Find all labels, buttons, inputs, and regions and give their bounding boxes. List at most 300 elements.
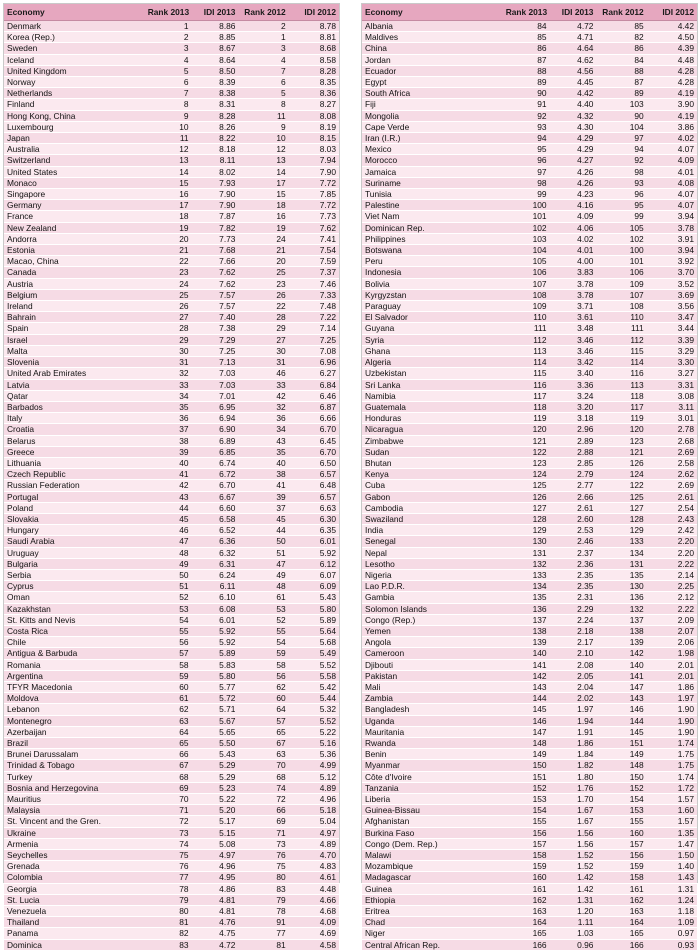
- idi-2012-cell: 7.62: [289, 222, 339, 233]
- rank-2013-cell: 40: [145, 457, 192, 468]
- table-row: [362, 233, 697, 244]
- rank-2012-cell: 86: [596, 43, 646, 54]
- economy-cell: Estonia: [4, 245, 145, 256]
- idi-2012-cell: 1.74: [647, 771, 697, 782]
- economy-cell: Eritrea: [362, 906, 503, 917]
- rank-2013-cell: 14: [145, 166, 192, 177]
- table-row: [362, 88, 697, 99]
- rank-2013-cell: 63: [145, 715, 192, 726]
- idi-2012-cell: 2.54: [647, 502, 697, 513]
- idi-2012-cell: 6.63: [289, 502, 339, 513]
- table-row: [362, 771, 697, 782]
- economy-cell: Lao P.D.R.: [362, 581, 503, 592]
- idi-2012-cell: 4.28: [647, 77, 697, 88]
- rank-2013-cell: 38: [145, 435, 192, 446]
- rank-2013-cell: 138: [503, 625, 550, 636]
- idi-2013-cell: 2.96: [550, 424, 597, 435]
- table-row: [362, 614, 697, 625]
- idi-2013-cell: 2.77: [550, 480, 597, 491]
- economy-cell: Iran (I.R.): [362, 133, 503, 144]
- rank-2012-cell: 3: [238, 43, 288, 54]
- rank-2013-cell: 117: [503, 390, 550, 401]
- idi-2013-cell: 6.72: [192, 469, 239, 480]
- economy-cell: United Arab Emirates: [4, 368, 145, 379]
- rank-2013-cell: 69: [145, 782, 192, 793]
- economy-cell: Egypt: [362, 77, 503, 88]
- idi-2013-cell: 1.70: [550, 794, 597, 805]
- rank-2013-cell: 150: [503, 760, 550, 771]
- table-row: [4, 446, 339, 457]
- rank-2012-cell: 78: [238, 906, 288, 917]
- rank-2012-cell: 29: [238, 323, 288, 334]
- economy-cell: Suriname: [362, 177, 503, 188]
- table-row: [4, 222, 339, 233]
- rank-2013-cell: 102: [503, 222, 550, 233]
- idi-2012-cell: 6.45: [289, 435, 339, 446]
- rank-2012-cell: 69: [238, 816, 288, 827]
- idi-2012-cell: 1.40: [647, 861, 697, 872]
- economy-cell: Yemen: [362, 625, 503, 636]
- table-row: [362, 704, 697, 715]
- idi-2013-cell: 2.10: [550, 648, 597, 659]
- idi-2013-cell: 7.90: [192, 200, 239, 211]
- rank-2012-cell: 39: [238, 491, 288, 502]
- table-row: [362, 99, 697, 110]
- economy-cell: Lebanon: [4, 704, 145, 715]
- idi-2012-cell: 2.69: [647, 480, 697, 491]
- rank-2012-cell: 58: [238, 659, 288, 670]
- rank-2012-cell: 77: [238, 928, 288, 939]
- economy-cell: Paraguay: [362, 301, 503, 312]
- rank-2012-cell: 159: [596, 861, 646, 872]
- rank-2012-cell: 120: [596, 424, 646, 435]
- idi-2013-cell: 6.01: [192, 614, 239, 625]
- table-row: [4, 547, 339, 558]
- idi-2012-cell: 6.30: [289, 513, 339, 524]
- economy-cell: Mauritania: [362, 726, 503, 737]
- rank-2012-cell: 127: [596, 502, 646, 513]
- table-row: [362, 659, 697, 670]
- idi-2013-cell: 4.86: [192, 883, 239, 894]
- idi-2012-cell: 0.93: [647, 939, 697, 950]
- idi-2013-cell: 2.89: [550, 435, 597, 446]
- rank-2012-cell: 7: [238, 65, 288, 76]
- rank-2012-cell: 8: [238, 99, 288, 110]
- idi-2012-cell: 7.85: [289, 189, 339, 200]
- economy-cell: Antigua & Barbuda: [4, 648, 145, 659]
- rank-2012-cell: 134: [596, 547, 646, 558]
- rank-2012-cell: 31: [238, 357, 288, 368]
- table-row: [362, 401, 697, 412]
- table-row: [362, 133, 697, 144]
- idi-2013-cell: 5.65: [192, 726, 239, 737]
- rank-2012-cell: 106: [596, 267, 646, 278]
- table-row: [4, 771, 339, 782]
- idi-2013-cell: 2.53: [550, 525, 597, 536]
- table-row: [4, 536, 339, 547]
- rank-2013-cell: 142: [503, 670, 550, 681]
- table-row: [362, 581, 697, 592]
- idi-2012-cell: 7.59: [289, 256, 339, 267]
- rank-2012-cell: 93: [596, 177, 646, 188]
- idi-2012-cell: 3.69: [647, 289, 697, 300]
- idi-2012-cell: 1.57: [647, 794, 697, 805]
- rank-2013-cell: 11: [145, 133, 192, 144]
- rank-2013-cell: 134: [503, 581, 550, 592]
- economy-cell: Mozambique: [362, 861, 503, 872]
- rank-2012-cell: 73: [238, 838, 288, 849]
- rank-2013-cell: 10: [145, 121, 192, 132]
- idi-2013-cell: 8.31: [192, 99, 239, 110]
- table-row: [4, 648, 339, 659]
- economy-cell: Nepal: [362, 547, 503, 558]
- table-row: [4, 883, 339, 894]
- idi-2012-cell: 4.07: [647, 144, 697, 155]
- idi-2013-cell: 4.45: [550, 77, 597, 88]
- table-row: [4, 278, 339, 289]
- rank-2012-cell: 111: [596, 323, 646, 334]
- rank-2013-cell: 163: [503, 906, 550, 917]
- economy-cell: St. Lucia: [4, 894, 145, 905]
- rank-2012-cell: 76: [238, 850, 288, 861]
- idi-2012-cell: 8.78: [289, 21, 339, 32]
- economy-cell: Germany: [4, 200, 145, 211]
- table-row: [4, 435, 339, 446]
- rank-2013-cell: 114: [503, 357, 550, 368]
- rank-2012-cell: 166: [596, 939, 646, 950]
- rank-2013-cell: 112: [503, 334, 550, 345]
- economy-cell: Botswana: [362, 245, 503, 256]
- economy-cell: Thailand: [4, 917, 145, 928]
- rank-2013-cell: 37: [145, 424, 192, 435]
- idi-2013-cell: 4.29: [550, 144, 597, 155]
- rank-2012-cell: 154: [596, 794, 646, 805]
- economy-cell: Morocco: [362, 155, 503, 166]
- rank-2013-cell: 60: [145, 681, 192, 692]
- economy-cell: Slovenia: [4, 357, 145, 368]
- rank-2013-cell: 66: [145, 749, 192, 760]
- rank-2013-cell: 19: [145, 222, 192, 233]
- idi-2013-cell: 6.52: [192, 525, 239, 536]
- economy-cell: Monaco: [4, 177, 145, 188]
- economy-cell: Spain: [4, 323, 145, 334]
- idi-2012-cell: 1.90: [647, 726, 697, 737]
- table-row: [4, 513, 339, 524]
- economy-cell: Hungary: [4, 525, 145, 536]
- idi-2013-cell: 6.94: [192, 413, 239, 424]
- idi-2012-cell: 3.90: [647, 99, 697, 110]
- idi-2013-cell: 2.60: [550, 513, 597, 524]
- idi-2012-cell: 4.39: [647, 43, 697, 54]
- table-row: [4, 838, 339, 849]
- economy-cell: Israel: [4, 334, 145, 345]
- economy-cell: Bangladesh: [362, 704, 503, 715]
- economy-cell: Greece: [4, 446, 145, 457]
- rank-2013-cell: 75: [145, 850, 192, 861]
- idi-2013-cell: 4.06: [550, 222, 597, 233]
- idi-2012-cell: 1.75: [647, 749, 697, 760]
- idi-2013-cell: 5.80: [192, 670, 239, 681]
- rank-2012-cell: 103: [596, 99, 646, 110]
- idi-2012-cell: 4.58: [289, 939, 339, 950]
- rank-2012-cell: 82: [596, 32, 646, 43]
- table-row: [4, 301, 339, 312]
- idi-2013-cell: 4.75: [192, 928, 239, 939]
- idi-2012-cell: 1.18: [647, 906, 697, 917]
- table-row: [4, 211, 339, 222]
- idi-2013-cell: 8.18: [192, 144, 239, 155]
- rank-2012-cell: 100: [596, 245, 646, 256]
- table-row: [362, 457, 697, 468]
- idi-2013-cell: 4.16: [550, 200, 597, 211]
- idi-2013-cell: 4.26: [550, 177, 597, 188]
- rank-2013-cell: 68: [145, 771, 192, 782]
- idi-2013-cell: 6.31: [192, 558, 239, 569]
- idi-2013-cell: 6.11: [192, 581, 239, 592]
- table-row: [4, 760, 339, 771]
- table-row: [4, 749, 339, 760]
- table-row: [362, 368, 697, 379]
- economy-cell: Jamaica: [362, 166, 503, 177]
- rank-2012-cell: 90: [596, 110, 646, 121]
- idi-2013-cell: 3.61: [550, 312, 597, 323]
- economy-cell: Kenya: [362, 469, 503, 480]
- economy-cell: Czech Republic: [4, 469, 145, 480]
- table-header-row: [362, 4, 697, 21]
- rank-2013-cell: 12: [145, 144, 192, 155]
- idi-2012-cell: 8.81: [289, 32, 339, 43]
- idi-2012-cell: 1.90: [647, 715, 697, 726]
- idi-2012-cell: 6.57: [289, 469, 339, 480]
- economy-cell: Swaziland: [362, 513, 503, 524]
- idi-2013-cell: 4.76: [192, 917, 239, 928]
- rank-2013-cell: 153: [503, 794, 550, 805]
- idi-2013-cell: 5.67: [192, 715, 239, 726]
- idi-2013-cell: 3.83: [550, 267, 597, 278]
- economy-cell: United States: [4, 166, 145, 177]
- idi-2012-cell: 5.64: [289, 625, 339, 636]
- rank-2013-cell: 141: [503, 659, 550, 670]
- rank-2013-cell: 39: [145, 446, 192, 457]
- idi-2012-cell: 5.42: [289, 681, 339, 692]
- rank-2013-cell: 116: [503, 379, 550, 390]
- idi-2012-cell: 1.24: [647, 894, 697, 905]
- economy-cell: Grenada: [4, 861, 145, 872]
- rank-2012-cell: 94: [596, 144, 646, 155]
- table-row: [362, 77, 697, 88]
- rank-2013-cell: 81: [145, 917, 192, 928]
- economy-cell: Montenegro: [4, 715, 145, 726]
- idi-2013-cell: 5.83: [192, 659, 239, 670]
- idi-2013-cell: 3.40: [550, 368, 597, 379]
- economy-cell: Cyprus: [4, 581, 145, 592]
- table-row: [362, 760, 697, 771]
- table-row: [4, 670, 339, 681]
- rank-2012-cell: 163: [596, 906, 646, 917]
- economy-cell: Guatemala: [362, 401, 503, 412]
- idi-2012-cell: 7.54: [289, 245, 339, 256]
- idi-2013-cell: 4.00: [550, 256, 597, 267]
- rank-2012-cell: 165: [596, 928, 646, 939]
- idi-2012-cell: 4.50: [647, 32, 697, 43]
- idi-2013-cell: 7.13: [192, 357, 239, 368]
- rank-2012-cell: 41: [238, 480, 288, 491]
- table-row: [362, 189, 697, 200]
- idi-2012-cell: 7.25: [289, 334, 339, 345]
- idi-2013-cell: 2.85: [550, 457, 597, 468]
- rank-2013-cell: 25: [145, 289, 192, 300]
- economy-cell: Angola: [362, 637, 503, 648]
- idi-2013-cell: 2.37: [550, 547, 597, 558]
- economy-cell: Mali: [362, 681, 503, 692]
- idi-2013-cell: 5.23: [192, 782, 239, 793]
- rank-2012-cell: 79: [238, 894, 288, 905]
- idi-2012-cell: 8.28: [289, 65, 339, 76]
- economy-cell: Congo (Rep.): [362, 614, 503, 625]
- economy-cell: India: [362, 525, 503, 536]
- rank-2012-cell: 18: [238, 200, 288, 211]
- economy-cell: Barbados: [4, 401, 145, 412]
- rank-2012-cell: 83: [238, 883, 288, 894]
- idi-2013-cell: 3.78: [550, 278, 597, 289]
- idi-2013-cell: 5.20: [192, 805, 239, 816]
- rank-2012-cell: 53: [238, 603, 288, 614]
- table-row: [362, 603, 697, 614]
- economy-cell: Serbia: [4, 569, 145, 580]
- table-row: [362, 435, 697, 446]
- idi-2012-cell: 3.52: [647, 278, 697, 289]
- idi-2012-cell: 2.22: [647, 603, 697, 614]
- table-row: [4, 928, 339, 939]
- idi-2012-cell: 3.39: [647, 334, 697, 345]
- economy-cell: Nigeria: [362, 569, 503, 580]
- rank-2013-cell: 1: [145, 21, 192, 32]
- table-row: [4, 894, 339, 905]
- rank-2012-cell: 121: [596, 446, 646, 457]
- rank-2012-cell: 164: [596, 917, 646, 928]
- economy-cell: Ethiopia: [362, 894, 503, 905]
- rank-2012-cell: 14: [238, 166, 288, 177]
- idi-2012-cell: 4.99: [289, 760, 339, 771]
- idi-2012-cell: 3.86: [647, 121, 697, 132]
- rank-2013-cell: 161: [503, 883, 550, 894]
- idi-2013-cell: 4.72: [192, 939, 239, 950]
- idi-2013-cell: 8.39: [192, 77, 239, 88]
- table-row: [362, 200, 697, 211]
- economy-cell: China: [362, 43, 503, 54]
- idi-2012-cell: 6.09: [289, 581, 339, 592]
- table-row: [4, 267, 339, 278]
- rank-2013-cell: 90: [503, 88, 550, 99]
- economy-cell: Mongolia: [362, 110, 503, 121]
- idi-2012-cell: 7.73: [289, 211, 339, 222]
- rank-2013-cell: 41: [145, 469, 192, 480]
- idi-2013-cell: 1.56: [550, 827, 597, 838]
- economy-cell: Trinidad & Tobago: [4, 760, 145, 771]
- idi-2012-cell: 1.35: [647, 827, 697, 838]
- rank-2013-cell: 143: [503, 681, 550, 692]
- idi-2012-cell: 3.78: [647, 222, 697, 233]
- idi-2012-cell: 2.22: [647, 558, 697, 569]
- rank-2012-cell: 108: [596, 301, 646, 312]
- idi-2012-cell: 7.48: [289, 301, 339, 312]
- idi-2012-cell: 4.01: [647, 166, 697, 177]
- idi-2013-cell: 2.35: [550, 581, 597, 592]
- idi-2013-cell: 2.35: [550, 569, 597, 580]
- table-row: [4, 166, 339, 177]
- idi-2012-cell: 6.70: [289, 424, 339, 435]
- rank-2012-cell: 124: [596, 469, 646, 480]
- idi-2012-cell: 4.89: [289, 838, 339, 849]
- idi-2012-cell: 1.50: [647, 850, 697, 861]
- idi-2013-cell: 3.18: [550, 413, 597, 424]
- rank-2012-cell: 148: [596, 760, 646, 771]
- rank-2012-cell: 116: [596, 368, 646, 379]
- rank-2012-cell: 126: [596, 457, 646, 468]
- idi-2012-cell: 4.89: [289, 782, 339, 793]
- idi-2012-cell: 8.19: [289, 121, 339, 132]
- idi-2013-cell: 6.10: [192, 592, 239, 603]
- rank-2012-cell: 28: [238, 312, 288, 323]
- rank-2013-cell: 15: [145, 177, 192, 188]
- idi-2013-cell: 6.60: [192, 502, 239, 513]
- idi-2012-cell: 1.43: [647, 872, 697, 883]
- idi-2012-cell: 8.08: [289, 110, 339, 121]
- idi-2012-cell: 3.91: [647, 233, 697, 244]
- economy-cell: Central African Rep.: [362, 939, 503, 950]
- idi-2012-cell: 5.52: [289, 715, 339, 726]
- table-row: [4, 558, 339, 569]
- economy-cell: Cuba: [362, 480, 503, 491]
- table-row: [4, 99, 339, 110]
- idi-2013-cell: 6.85: [192, 446, 239, 457]
- table-row: [4, 726, 339, 737]
- table-row: [4, 704, 339, 715]
- idi-2012-cell: 2.69: [647, 446, 697, 457]
- table-row: [362, 648, 697, 659]
- rank-2012-cell: 72: [238, 794, 288, 805]
- idi-2013-cell: 7.68: [192, 245, 239, 256]
- rank-2013-cell: 28: [145, 323, 192, 334]
- idi-2012-cell: 3.01: [647, 413, 697, 424]
- economy-cell: Liberia: [362, 794, 503, 805]
- rank-2012-cell: 30: [238, 345, 288, 356]
- rank-2012-cell: 20: [238, 256, 288, 267]
- idi-2012-cell: 3.92: [647, 256, 697, 267]
- rank-2012-cell: 21: [238, 245, 288, 256]
- rank-2013-cell: 120: [503, 424, 550, 435]
- rank-2012-cell: 81: [238, 939, 288, 950]
- rank-2013-cell: 56: [145, 637, 192, 648]
- idi-2012-cell: 3.47: [647, 312, 697, 323]
- idi-2013-cell: 1.56: [550, 838, 597, 849]
- idi-2013-cell: 4.23: [550, 189, 597, 200]
- rank-2013-cell: 104: [503, 245, 550, 256]
- table-row: [4, 457, 339, 468]
- rank-2013-cell: 30: [145, 345, 192, 356]
- rank-2013-cell: 155: [503, 816, 550, 827]
- rank-2012-cell: 140: [596, 659, 646, 670]
- table-row: [4, 424, 339, 435]
- rank-2013-cell: 53: [145, 603, 192, 614]
- table-row: [362, 917, 697, 928]
- idi-2013-cell: 4.96: [192, 861, 239, 872]
- rank-2013-cell: 26: [145, 301, 192, 312]
- rank-2012-cell: 80: [238, 872, 288, 883]
- rank-2012-cell: 101: [596, 256, 646, 267]
- idi-2013-cell: 1.91: [550, 726, 597, 737]
- idi-2013-cell: 3.46: [550, 345, 597, 356]
